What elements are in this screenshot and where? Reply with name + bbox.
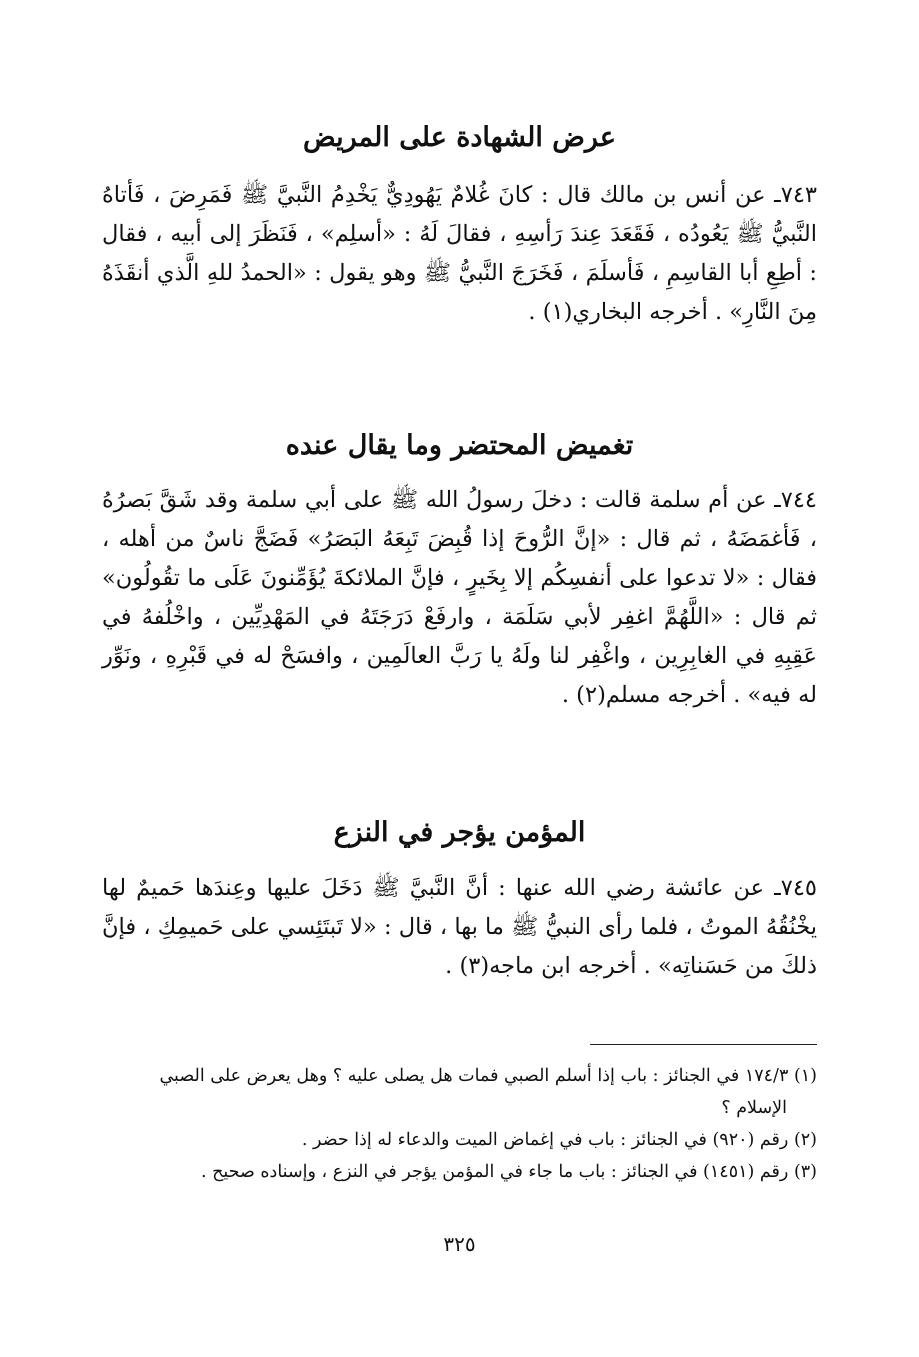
footnote-text: رقم (٩٢٠) في الجنائز : باب في إغماض الميت والدعاء له إذا حضر . bbox=[301, 1130, 789, 1150]
hadith-text: عن عائشة رضي الله عنها : أنَّ النَّبيَّ ﷺ دَخَلَ عليها وعِندَها حَميمٌ لها يخْنُقُهُ الموتُ ، فلما رأى النبيُّ ﷺ ما بها ، قال : «لا تَبتَئِسي على حَميمِكِ ، فإنَّ ذلكَ من حَسَناتِه» . أخرجه ابن ماجه(٣) . bbox=[102, 875, 817, 979]
section-heading-closing-eyes: تغميض المحتضر وما يقال عنده bbox=[285, 430, 634, 461]
section-heading-believer-rewarded: المؤمن يؤجر في النزع bbox=[333, 817, 586, 848]
hadith-743 bbox=[102, 176, 817, 332]
footnote-3 bbox=[92, 1156, 817, 1188]
hadith-745-paragraph bbox=[102, 869, 817, 986]
footnote-text: ١٧٤/٣ في الجنائز : باب إذا أسلم الصبي فمات هل يصلى عليه ؟ وهل يعرض على الصبي bbox=[159, 1066, 789, 1086]
hadith-745 bbox=[102, 869, 817, 986]
footnote-text: رقم (١٤٥١) في الجنائز : باب ما جاء في المؤمن يؤجر في النزع ، وإسناده صحيح . bbox=[200, 1162, 789, 1182]
hadith-number: ٧٤٥ـ bbox=[774, 875, 818, 901]
footnote-1 bbox=[92, 1060, 817, 1124]
hadith-number: ٧٤٣ـ bbox=[774, 182, 817, 208]
footnote-divider bbox=[590, 1044, 817, 1045]
hadith-743-paragraph bbox=[102, 176, 817, 332]
hadith-744-paragraph bbox=[102, 481, 817, 715]
footnote-marker: (١) bbox=[793, 1066, 817, 1086]
footnote-2 bbox=[92, 1124, 817, 1156]
hadith-text: عن أم سلمة قالت : دخلَ رسولُ الله ﷺ على أبي سلمة وقد شَقَّ بَصرُهُ ، فَأغمَضَهُ ، ثم قال : «إنَّ الرُّوحَ إذا قُبِضَ تَبِعَهُ البَصَرُ» فَضَجَّ ناسٌ من أهله ، فقال : «لا تدعوا على أنفسِكُم إلا بِخَيرٍ ، فإنَّ الملائكةَ يُؤَمِّنونَ عَلَى ما تقُولُون» ثم قال : «اللَّهُمَّ اغفِر لأبي سَلَمَة ، وارفَعْ دَرَجَتَهُ في المَهْدِيِّين ، واخْلُفهُ في عَقِبِهِ في الغابِرِين ، واغْفِر لنا ولَهُ يا رَبَّ العالَمِين ، وافسَحْ له في قَبْرِهِ ، ونَوِّر له فيه» . أخرجه مسلم(٢) . bbox=[102, 487, 817, 708]
hadith-744 bbox=[102, 481, 817, 715]
hadith-text: عن أنس بن مالك قال : كانَ غُلامٌ يَهُودِيٌّ يَخْدِمُ النَّبيَّ ﷺ فَمَرِضَ ، فَأتاهُ النَّبيُّ ﷺ يَعُودُه ، فَقَعَدَ عِندَ رَأسِهِ ، فقالَ لَهُ : «أسلِم» ، فَنَظَرَ إلى أبيه ، فقال : أطِعِ أبا القاسِمِ ، فَأسلَمَ ، فَخَرَجَ النَّبيُّ ﷺ وهو يقول : «الحمدُ للهِ الَّذي أنقَذَهُ مِنَ النَّارِ» . أخرجه البخاري(١) . bbox=[102, 182, 817, 325]
section-heading-patient-testimony: عرض الشهادة على المريض bbox=[303, 122, 616, 153]
footnote-continuation: الإسلام ؟ bbox=[721, 1098, 787, 1118]
hadith-number: ٧٤٤ـ bbox=[774, 487, 818, 513]
footnotes bbox=[92, 1060, 817, 1188]
page-number: ٣٢٥ bbox=[443, 1232, 476, 1256]
footnote-marker: (٣) bbox=[793, 1162, 817, 1182]
footnote-marker: (٢) bbox=[793, 1130, 817, 1150]
